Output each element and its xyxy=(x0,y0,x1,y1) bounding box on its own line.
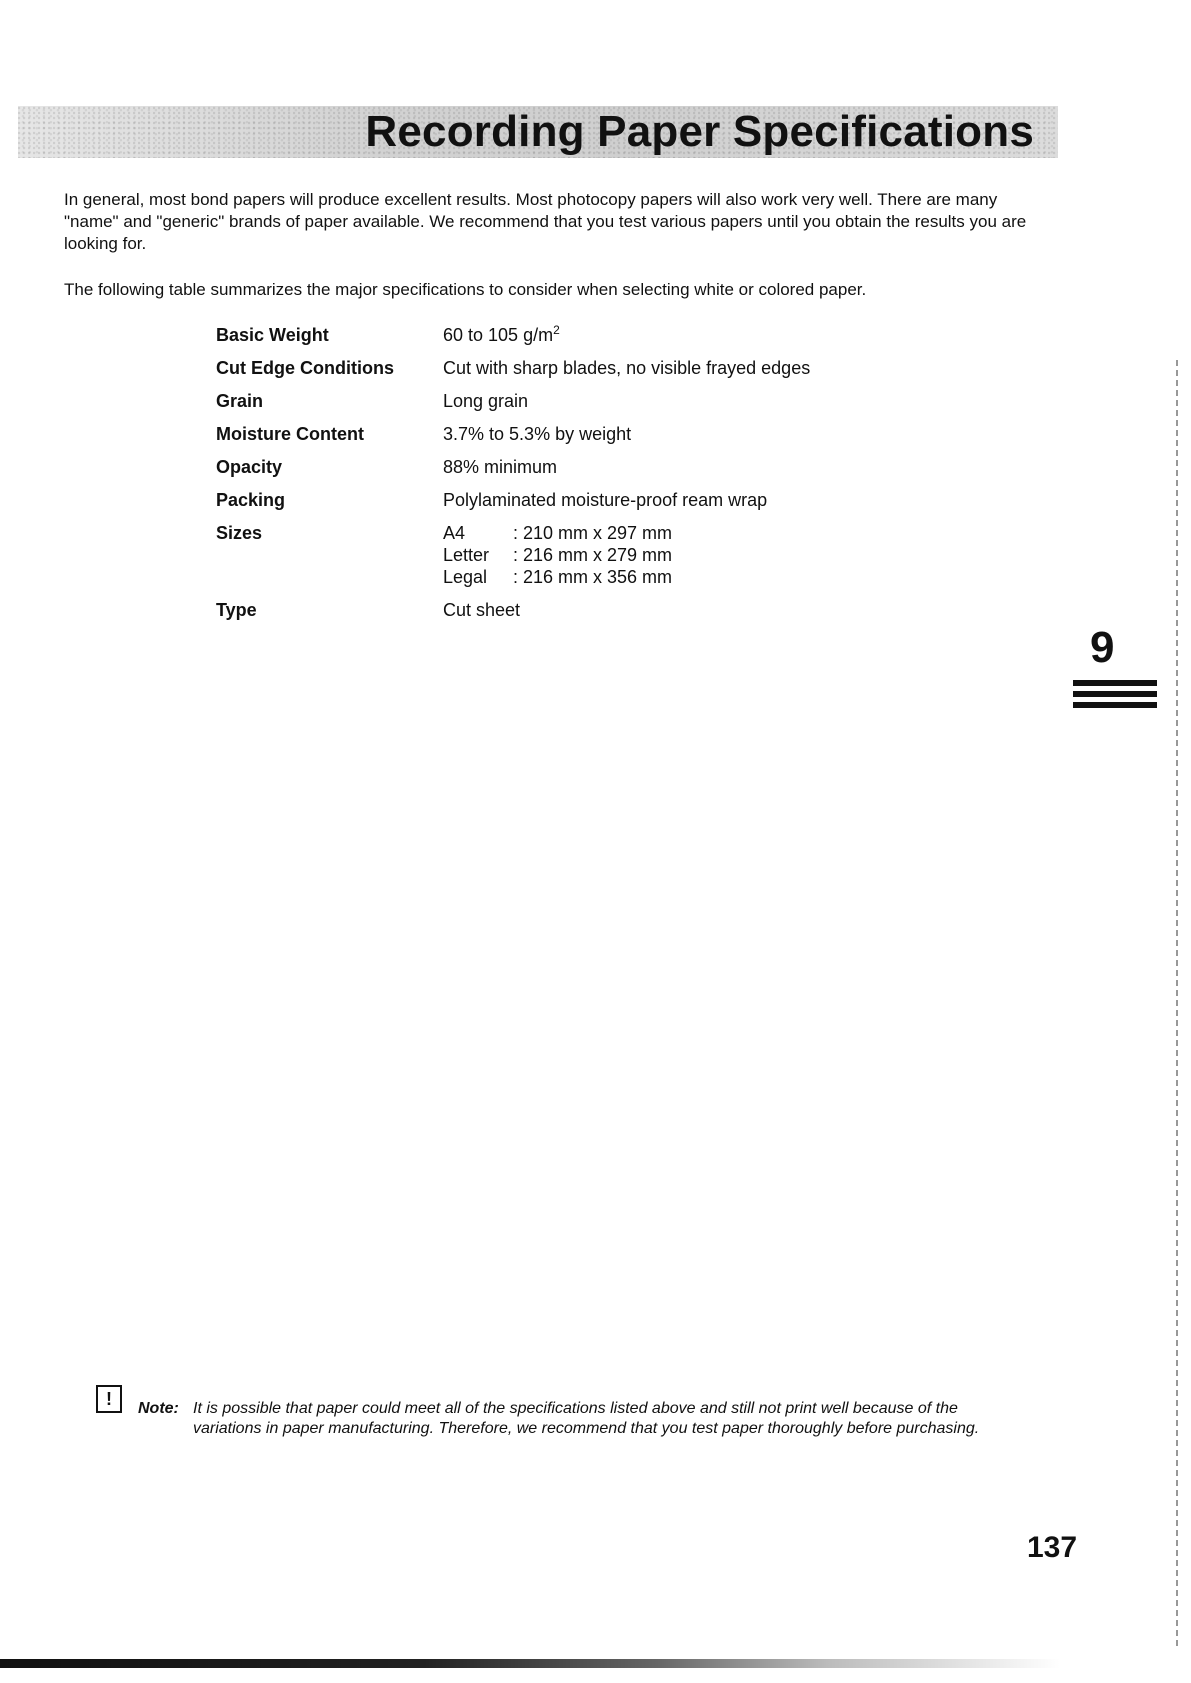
spec-label: Packing xyxy=(216,490,286,510)
spec-label: Grain xyxy=(216,391,264,411)
spec-row-moisture xyxy=(216,423,916,445)
spec-value: Cut with sharp blades, no visible frayed edges xyxy=(443,358,811,378)
bottom-scan-bar xyxy=(0,1659,1060,1668)
spec-value: 3.7% to 5.3% by weight xyxy=(443,424,632,444)
intro-paragraph: In general, most bond papers will produce excellent results. Most photocopy papers will also work very well. There are many "name" and "generic" brands of paper available. We recommend that you test various papers until you obtain the results you are looking for. xyxy=(64,190,1027,253)
spec-label: Cut Edge Conditions xyxy=(216,358,394,378)
spec-label: Sizes xyxy=(216,523,263,543)
page-number: 137 xyxy=(1027,1531,1078,1564)
note-text: It is possible that paper could meet all of the specifications listed above and still not print well because of the variations in paper manufacturing. Therefore, we recommend that you test paper thoroughly before purchasing. xyxy=(193,1400,980,1437)
sizes-list xyxy=(443,522,916,588)
chapter-tab-bar xyxy=(1073,691,1157,697)
spec-value: 88% minimum xyxy=(443,457,558,477)
summary-paragraph: The following table summarizes the major specifications to consider when selecting white or colored paper. xyxy=(64,280,867,299)
spec-row-grain xyxy=(216,390,916,412)
size-line-legal xyxy=(443,566,916,588)
spec-value: Cut sheet xyxy=(443,600,521,620)
spec-value xyxy=(443,324,916,346)
chapter-tab-bar xyxy=(1073,702,1157,708)
size-name: Legal xyxy=(443,567,488,587)
spec-value-text: 60 to 105 g/m xyxy=(443,325,554,345)
chapter-number: 9 xyxy=(1090,623,1115,672)
spec-label: Basic Weight xyxy=(216,325,329,345)
spec-row-type xyxy=(216,599,916,621)
spec-row-packing xyxy=(216,489,916,511)
size-name: A4 xyxy=(443,523,466,543)
spec-row-cut-edge xyxy=(216,357,916,379)
spec-row-sizes xyxy=(216,522,916,588)
size-line-a4 xyxy=(443,522,916,544)
spec-label: Type xyxy=(216,600,257,620)
title-band xyxy=(18,106,1058,158)
spec-table xyxy=(216,324,916,632)
note-exclamation-icon xyxy=(96,1385,122,1413)
size-name: Letter xyxy=(443,545,490,565)
size-dimensions: : 216 mm x 279 mm xyxy=(513,545,673,565)
note-label: Note: xyxy=(138,1400,179,1417)
size-dimensions: : 210 mm x 297 mm xyxy=(513,523,673,543)
spec-label: Moisture Content xyxy=(216,424,364,444)
size-line-letter xyxy=(443,544,916,566)
chapter-tab-bar xyxy=(1073,680,1157,686)
spec-label: Opacity xyxy=(216,457,283,477)
size-dimensions: : 216 mm x 356 mm xyxy=(513,567,673,587)
spec-value: Long grain xyxy=(443,391,529,411)
spec-value: Polylaminated moisture-proof ream wrap xyxy=(443,490,768,510)
note-icon-glyph: ! xyxy=(106,1389,112,1409)
page-title: Recording Paper Specifications xyxy=(365,107,1034,156)
spec-row-opacity xyxy=(216,456,916,478)
right-scan-edge xyxy=(1176,360,1178,1650)
spec-row-basic-weight xyxy=(216,324,916,346)
spec-value-superscript: 2 xyxy=(553,323,560,337)
